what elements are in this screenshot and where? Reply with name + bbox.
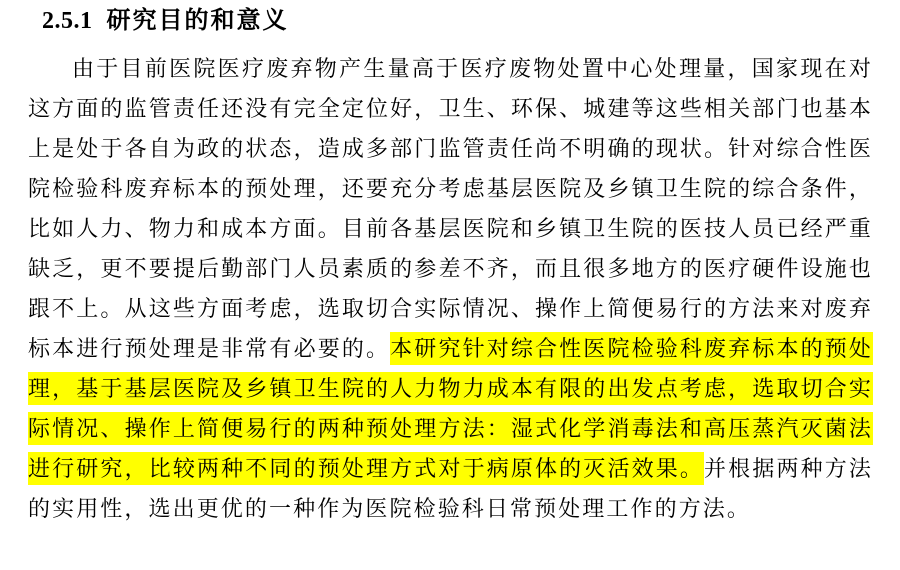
section-title: 研究目的和意义 (106, 8, 289, 34)
highlighted-text: 本研究针对综合性医院检验科废弃标本的预处理，基于基层医院及乡镇卫生院的人力物力成本有限的出发点考虑，选取切合实际情况、操作上简便易行的两种预处理方法：湿式化学消毒法和高压蒸汽灭菌法进行研究，比较两种不同的预处理方式对于病原体的灭活效果。 (28, 332, 873, 485)
section-number: 2.5.1 (42, 8, 93, 34)
section-heading (42, 5, 873, 37)
body-paragraph (28, 49, 873, 529)
paragraph-text: 由于目前医院医疗废弃物产生量高于医疗废物处置中心处理量，国家现在对这方面的监管责任还没有完全定位好，卫生、环保、城建等这些相关部门也基本上是处于各自为政的状态，造成多部门监管责任尚不明确的现状。针对综合性医院检验科废弃标本的预处理，还要充分考虑基层医院及乡镇卫生院的综合条件，比如人力、物力和成本方面。目前各基层医院和乡镇卫生院的医技人员已经严重缺乏，更不要提后勤部门人员素质的参差不齐，而且很多地方的医疗硬件设施也跟不上。从这些方面考虑，选取切合实际情况、操作上简便易行的方法来对废弃标本进行预处理是非常有必要的。 (28, 56, 873, 361)
paragraph-text: 并根据两种方法的实用性，选出更优的一种作为医院检验科日常预处理工作的方法。 (28, 456, 873, 521)
